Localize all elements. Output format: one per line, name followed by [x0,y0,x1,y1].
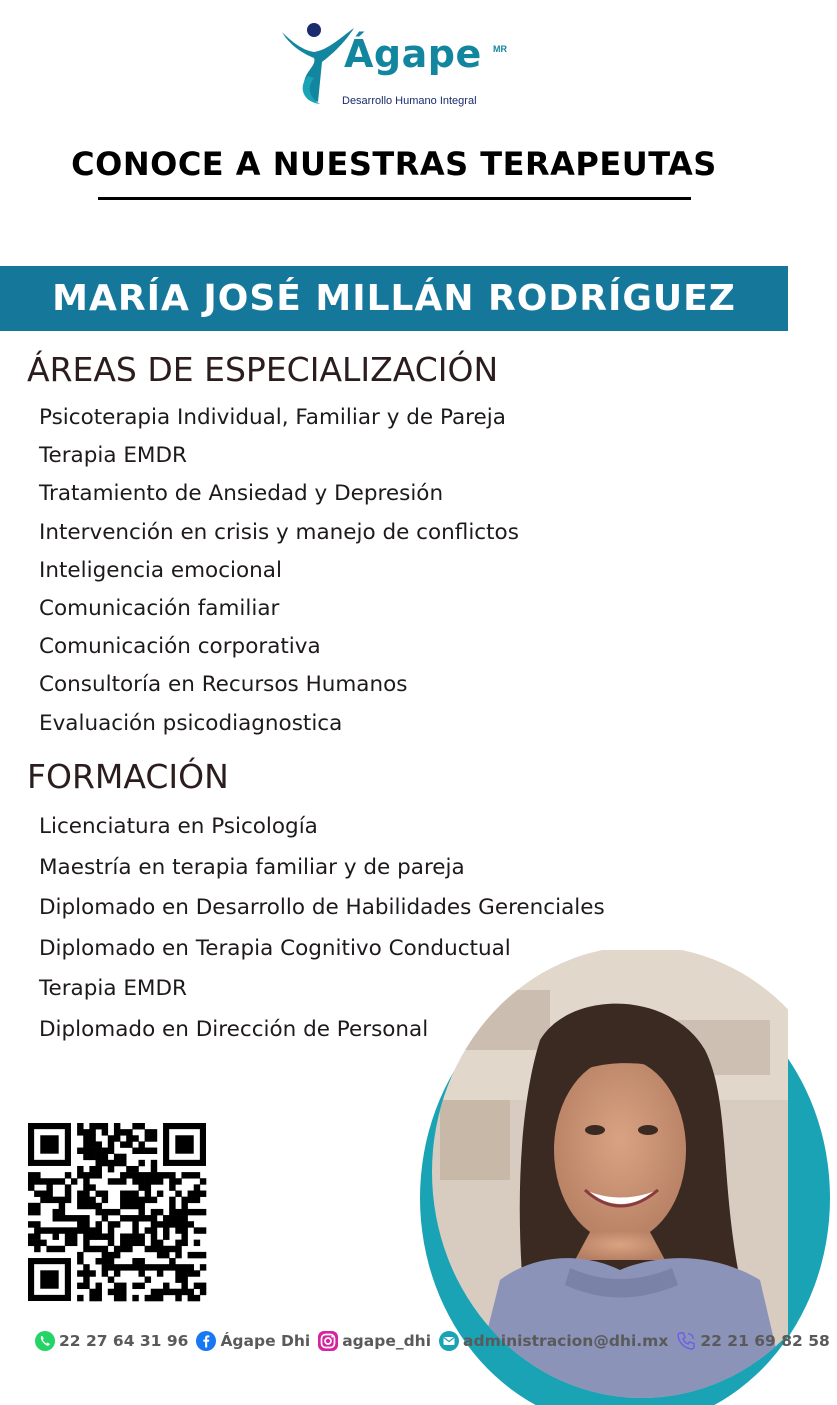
email-address[interactable]: administracion@dhi.mx [463,1332,669,1350]
formacion-title: FORMACIÓN [27,757,229,796]
list-item: Diplomado en Terapia Cognitivo Conductual [39,935,511,961]
headline-underline [98,197,691,200]
list-item: Tratamiento de Ansiedad y Depresión [39,481,444,507]
instagram-handle[interactable]: agape_dhi [342,1332,432,1350]
areas-list [39,399,519,743]
list-item: Licenciatura en Psicología [39,814,318,839]
list-item: Comunicación familiar [39,595,280,621]
list-item: Comunicación corporativa [39,634,321,660]
agape-logo [278,18,518,113]
list-item: Terapia EMDR [39,443,187,469]
whatsapp-icon [34,1330,56,1352]
facebook-handle[interactable]: Ágape Dhi [220,1332,311,1350]
list-item: Consultoría en Recursos Humanos [39,672,408,698]
therapist-name-banner: MARÍA JOSÉ MILLÁN RODRÍGUEZ [0,266,788,331]
list-item: Intervención en crisis y manejo de conflictos [39,519,519,545]
email-icon [438,1330,460,1352]
list-item: Diplomado en Dirección de Personal [39,1016,429,1042]
phone-number[interactable]: 22 21 69 82 58 [700,1332,830,1350]
list-item: Psicoterapia Individual, Familiar y de Pareja [39,405,506,430]
page-headline: CONOCE A NUESTRAS TERAPEUTAS [71,145,717,183]
logo-name: Ágape [344,32,482,76]
list-item: Maestría en terapia familiar y de pareja [39,854,465,880]
logo-tagline: Desarrollo Humano Integral [342,95,477,107]
contact-footer [34,1326,837,1356]
whatsapp-number[interactable]: 22 27 64 31 96 [59,1332,189,1350]
list-item: Diplomado en Desarrollo de Habilidades Gerenciales [39,895,605,920]
qr-code[interactable] [28,1123,206,1301]
areas-title: ÁREAS DE ESPECIALIZACIÓN [27,350,499,389]
list-item: Evaluación psicodiagnostica [39,710,343,736]
phone-icon [675,1330,697,1352]
instagram-icon [317,1330,339,1352]
facebook-icon [195,1330,217,1352]
list-item: Inteligencia emocional [39,557,282,583]
list-item: Terapia EMDR [39,976,187,1001]
logo-trademark: MR [493,44,507,54]
